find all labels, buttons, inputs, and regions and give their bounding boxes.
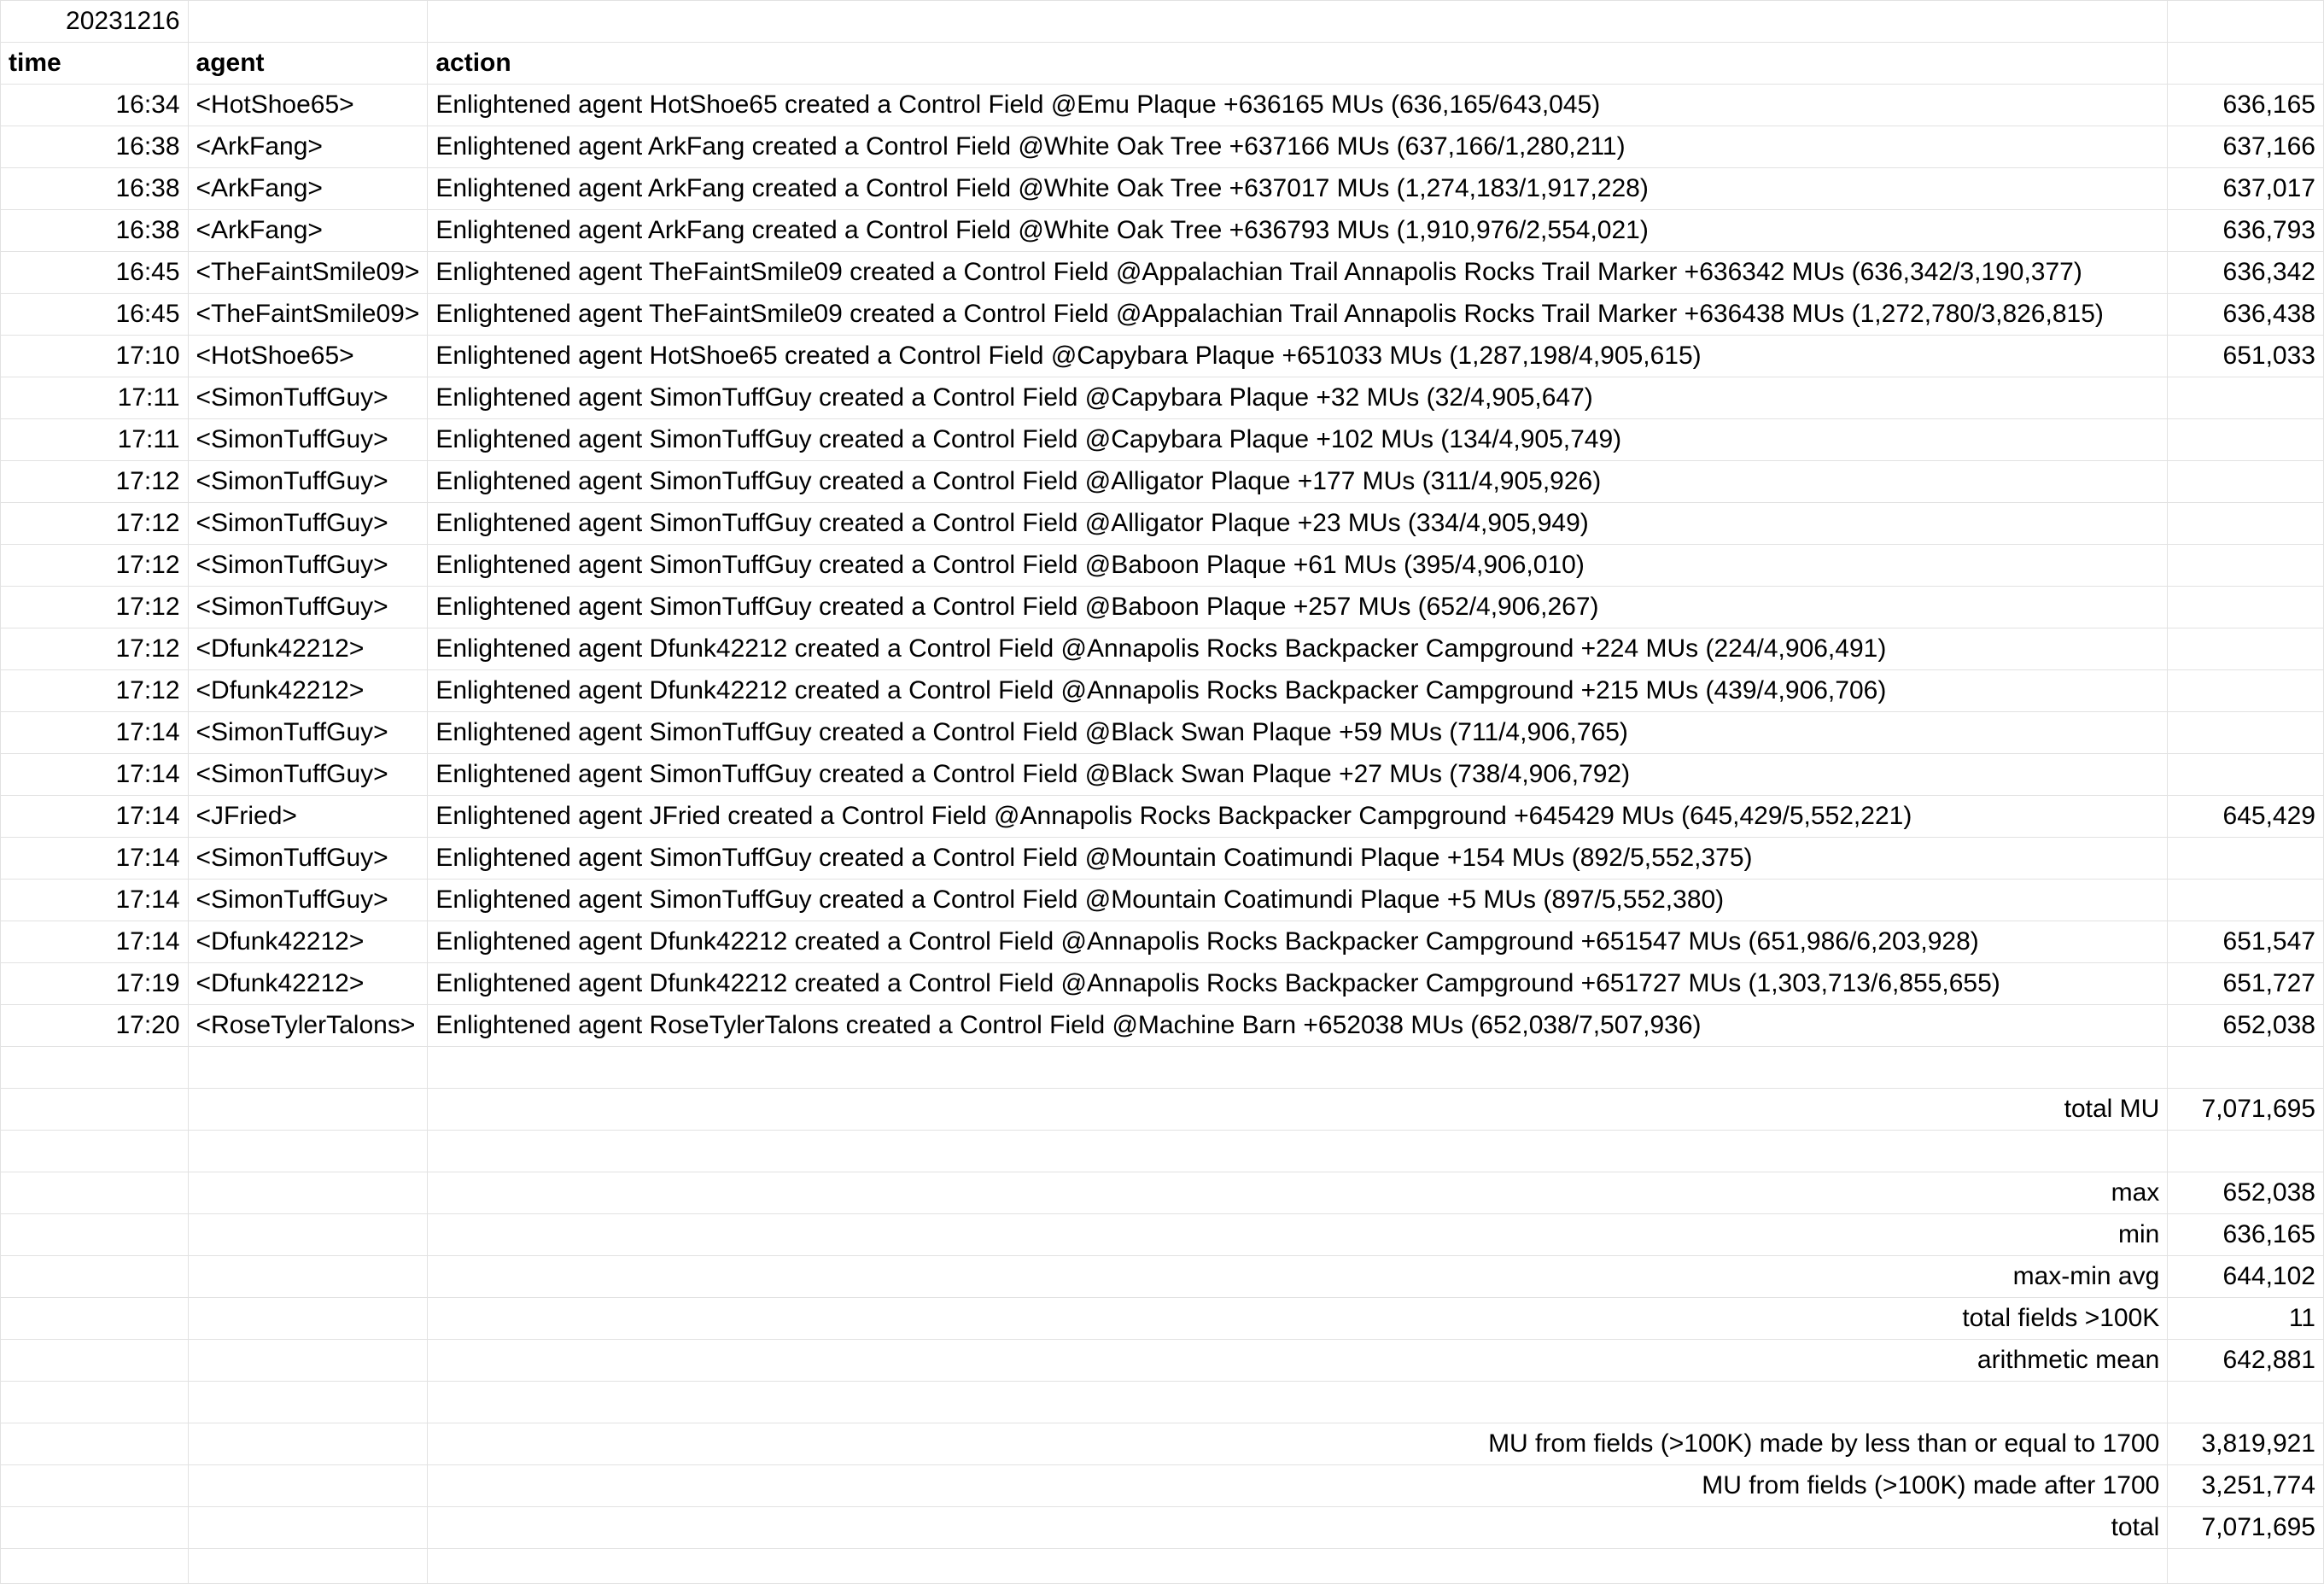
- summary-label-cell[interactable]: [428, 1047, 2168, 1089]
- action-cell[interactable]: Enlightened agent SimonTuffGuy created a Control Field @Black Swan Plaque +27 MUs (738/4,906,792): [428, 754, 2168, 796]
- summary-row: [1, 1382, 2324, 1423]
- table-row: [1, 461, 2324, 503]
- action-cell[interactable]: Enlightened agent Dfunk42212 created a Control Field @Annapolis Rocks Backpacker Campground +215 MUs (439/4,906,706): [428, 670, 2168, 712]
- summary-label-cell[interactable]: MU from fields (>100K) made after 1700: [428, 1465, 2168, 1507]
- summary-label-cell[interactable]: MU from fields (>100K) made by less than or equal to 1700: [428, 1423, 2168, 1465]
- summary-value-cell[interactable]: 636,165: [2168, 1214, 2324, 1256]
- action-cell[interactable]: Enlightened agent RoseTylerTalons created a Control Field @Machine Barn +652038 MUs (652,038/7,507,936): [428, 1005, 2168, 1047]
- summary-value-cell[interactable]: 7,071,695: [2168, 1089, 2324, 1131]
- agent-cell[interactable]: <ArkFang>: [188, 210, 428, 252]
- empty-cell[interactable]: [1, 1423, 189, 1465]
- summary-value-cell[interactable]: 11: [2168, 1298, 2324, 1340]
- mu-value-cell[interactable]: [2168, 377, 2324, 419]
- action-cell[interactable]: Enlightened agent JFried created a Control Field @Annapolis Rocks Backpacker Campground +645429 MUs (645,429/5,552,221): [428, 796, 2168, 838]
- empty-cell[interactable]: [1, 1507, 189, 1549]
- agent-cell[interactable]: <RoseTylerTalons>: [188, 1005, 428, 1047]
- time-cell[interactable]: 17:12: [1, 545, 189, 587]
- empty-cell[interactable]: [188, 1298, 428, 1340]
- summary-row: [1, 1214, 2324, 1256]
- empty-cell[interactable]: [1, 1214, 189, 1256]
- empty-cell[interactable]: [1, 1172, 189, 1214]
- time-cell[interactable]: 17:12: [1, 587, 189, 628]
- summary-label-cell[interactable]: total MU: [428, 1089, 2168, 1131]
- summary-label-cell[interactable]: [428, 1131, 2168, 1172]
- action-cell[interactable]: Enlightened agent SimonTuffGuy created a Control Field @Capybara Plaque +102 MUs (134/4,905,749): [428, 419, 2168, 461]
- empty-cell[interactable]: [188, 1340, 428, 1382]
- table-row: [1, 168, 2324, 210]
- action-cell[interactable]: Enlightened agent ArkFang created a Control Field @White Oak Tree +637017 MUs (1,274,183/1,917,228): [428, 168, 2168, 210]
- time-cell[interactable]: 17:12: [1, 503, 189, 545]
- agent-cell[interactable]: <SimonTuffGuy>: [188, 880, 428, 921]
- time-cell[interactable]: 16:45: [1, 252, 189, 294]
- time-cell[interactable]: 17:14: [1, 838, 189, 880]
- mu-value-cell[interactable]: 637,166: [2168, 126, 2324, 168]
- summary-value-cell[interactable]: 3,819,921: [2168, 1423, 2324, 1465]
- action-cell[interactable]: Enlightened agent ArkFang created a Control Field @White Oak Tree +637166 MUs (637,166/1,280,211): [428, 126, 2168, 168]
- empty-cell[interactable]: [188, 1423, 428, 1465]
- empty-cell[interactable]: [1, 1047, 189, 1089]
- agent-cell[interactable]: <Dfunk42212>: [188, 670, 428, 712]
- header-time[interactable]: time: [1, 43, 189, 85]
- empty-cell[interactable]: [188, 1465, 428, 1507]
- empty-cell[interactable]: [1, 1465, 189, 1507]
- agent-cell[interactable]: <Dfunk42212>: [188, 628, 428, 670]
- agent-cell[interactable]: <JFried>: [188, 796, 428, 838]
- time-cell[interactable]: 17:12: [1, 670, 189, 712]
- mu-value-cell[interactable]: 637,017: [2168, 168, 2324, 210]
- summary-label-cell[interactable]: arithmetic mean: [428, 1340, 2168, 1382]
- table-row: [1, 85, 2324, 126]
- empty-cell[interactable]: [1, 1256, 189, 1298]
- date-row: [1, 1, 2324, 43]
- empty-cell[interactable]: [1, 1298, 189, 1340]
- agent-cell[interactable]: <HotShoe65>: [188, 85, 428, 126]
- time-cell[interactable]: 17:12: [1, 461, 189, 503]
- agent-cell[interactable]: <Dfunk42212>: [188, 963, 428, 1005]
- agent-cell[interactable]: <TheFaintSmile09>: [188, 294, 428, 336]
- summary-row: [1, 1131, 2324, 1172]
- table-row: [1, 336, 2324, 377]
- action-cell[interactable]: Enlightened agent ArkFang created a Control Field @White Oak Tree +636793 MUs (1,910,976/2,554,021): [428, 210, 2168, 252]
- mu-value-cell[interactable]: 651,727: [2168, 963, 2324, 1005]
- empty-cell[interactable]: [188, 1047, 428, 1089]
- empty-cell[interactable]: [188, 1382, 428, 1423]
- table-row: [1, 252, 2324, 294]
- time-cell[interactable]: 17:11: [1, 377, 189, 419]
- agent-cell[interactable]: <SimonTuffGuy>: [188, 503, 428, 545]
- empty-cell[interactable]: [188, 1, 428, 43]
- agent-cell[interactable]: <SimonTuffGuy>: [188, 377, 428, 419]
- time-cell[interactable]: 17:19: [1, 963, 189, 1005]
- empty-cell[interactable]: [1, 1549, 189, 1584]
- action-cell[interactable]: Enlightened agent TheFaintSmile09 created a Control Field @Appalachian Trail Annapolis Rocks Trail Marker +636438 MUs (1,272,780/3,826,815): [428, 294, 2168, 336]
- summary-value-cell[interactable]: 644,102: [2168, 1256, 2324, 1298]
- table-row: [1, 880, 2324, 921]
- table-row: [1, 545, 2324, 587]
- agent-cell[interactable]: <SimonTuffGuy>: [188, 545, 428, 587]
- summary-label-cell[interactable]: [428, 1382, 2168, 1423]
- mu-value-cell[interactable]: [2168, 880, 2324, 921]
- summary-value-cell[interactable]: 7,071,695: [2168, 1507, 2324, 1549]
- table-row: [1, 921, 2324, 963]
- table-row: [1, 503, 2324, 545]
- summary-value-cell[interactable]: [2168, 1549, 2324, 1584]
- summary-value-cell[interactable]: 3,251,774: [2168, 1465, 2324, 1507]
- empty-cell[interactable]: [188, 1507, 428, 1549]
- agent-cell[interactable]: <ArkFang>: [188, 126, 428, 168]
- summary-label-cell[interactable]: max: [428, 1172, 2168, 1214]
- table-row: [1, 712, 2324, 754]
- header-value[interactable]: [2168, 43, 2324, 85]
- time-cell[interactable]: 17:14: [1, 921, 189, 963]
- table-row: [1, 963, 2324, 1005]
- time-cell[interactable]: 17:10: [1, 336, 189, 377]
- summary-row: [1, 1423, 2324, 1465]
- action-cell[interactable]: Enlightened agent Dfunk42212 created a Control Field @Annapolis Rocks Backpacker Campground +224 MUs (224/4,906,491): [428, 628, 2168, 670]
- table-row: [1, 294, 2324, 336]
- summary-value-cell[interactable]: [2168, 1131, 2324, 1172]
- mu-value-cell[interactable]: 636,342: [2168, 252, 2324, 294]
- action-cell[interactable]: Enlightened agent HotShoe65 created a Control Field @Capybara Plaque +651033 MUs (1,287,198/4,905,615): [428, 336, 2168, 377]
- empty-cell[interactable]: [1, 1131, 189, 1172]
- time-cell[interactable]: 16:45: [1, 294, 189, 336]
- action-cell[interactable]: Enlightened agent SimonTuffGuy created a Control Field @Alligator Plaque +177 MUs (311/4,905,926): [428, 461, 2168, 503]
- agent-cell[interactable]: <HotShoe65>: [188, 336, 428, 377]
- table-row: [1, 419, 2324, 461]
- summary-value-cell[interactable]: 652,038: [2168, 1172, 2324, 1214]
- empty-cell[interactable]: [188, 1214, 428, 1256]
- summary-row: [1, 1549, 2324, 1584]
- summary-label-cell[interactable]: total: [428, 1507, 2168, 1549]
- summary-row: [1, 1507, 2324, 1549]
- action-cell[interactable]: Enlightened agent Dfunk42212 created a Control Field @Annapolis Rocks Backpacker Campground +651727 MUs (1,303,713/6,855,655): [428, 963, 2168, 1005]
- agent-cell[interactable]: <TheFaintSmile09>: [188, 252, 428, 294]
- action-cell[interactable]: Enlightened agent SimonTuffGuy created a Control Field @Mountain Coatimundi Plaque +5 MUs (897/5,552,380): [428, 880, 2168, 921]
- empty-cell[interactable]: [188, 1256, 428, 1298]
- date-cell[interactable]: 20231216: [1, 1, 189, 43]
- time-cell[interactable]: 17:12: [1, 628, 189, 670]
- mu-value-cell[interactable]: [2168, 503, 2324, 545]
- mu-value-cell[interactable]: 645,429: [2168, 796, 2324, 838]
- empty-cell[interactable]: [188, 1172, 428, 1214]
- summary-label-cell[interactable]: [428, 1549, 2168, 1584]
- mu-value-cell[interactable]: 652,038: [2168, 1005, 2324, 1047]
- empty-cell[interactable]: [188, 1131, 428, 1172]
- summary-label-cell[interactable]: min: [428, 1214, 2168, 1256]
- mu-value-cell[interactable]: 636,438: [2168, 294, 2324, 336]
- action-cell[interactable]: Enlightened agent HotShoe65 created a Control Field @Emu Plaque +636165 MUs (636,165/643,045): [428, 85, 2168, 126]
- summary-row: [1, 1047, 2324, 1089]
- table-row: [1, 796, 2324, 838]
- time-cell[interactable]: 17:14: [1, 796, 189, 838]
- mu-value-cell[interactable]: [2168, 587, 2324, 628]
- summary-value-cell[interactable]: [2168, 1047, 2324, 1089]
- table-row: [1, 754, 2324, 796]
- header-action[interactable]: action: [428, 43, 2168, 85]
- agent-cell[interactable]: <SimonTuffGuy>: [188, 587, 428, 628]
- time-cell[interactable]: 16:38: [1, 126, 189, 168]
- table-row: [1, 377, 2324, 419]
- mu-value-cell[interactable]: [2168, 838, 2324, 880]
- time-cell[interactable]: 17:20: [1, 1005, 189, 1047]
- empty-cell[interactable]: [1, 1340, 189, 1382]
- mu-value-cell[interactable]: [2168, 670, 2324, 712]
- agent-cell[interactable]: <SimonTuffGuy>: [188, 754, 428, 796]
- mu-value-cell[interactable]: 636,793: [2168, 210, 2324, 252]
- empty-cell[interactable]: [188, 1549, 428, 1584]
- empty-cell[interactable]: [1, 1382, 189, 1423]
- mu-value-cell[interactable]: [2168, 712, 2324, 754]
- table-row: [1, 210, 2324, 252]
- time-cell[interactable]: 16:34: [1, 85, 189, 126]
- empty-cell[interactable]: [428, 1, 2168, 43]
- time-cell[interactable]: 16:38: [1, 210, 189, 252]
- agent-cell[interactable]: <SimonTuffGuy>: [188, 712, 428, 754]
- header-agent[interactable]: agent: [188, 43, 428, 85]
- header-row: [1, 43, 2324, 85]
- table-row: [1, 1005, 2324, 1047]
- summary-row: [1, 1172, 2324, 1214]
- action-cell[interactable]: Enlightened agent SimonTuffGuy created a Control Field @Baboon Plaque +61 MUs (395/4,906,010): [428, 545, 2168, 587]
- table-row: [1, 126, 2324, 168]
- summary-row: [1, 1089, 2324, 1131]
- summary-row: [1, 1298, 2324, 1340]
- mu-value-cell[interactable]: [2168, 461, 2324, 503]
- agent-cell[interactable]: <SimonTuffGuy>: [188, 419, 428, 461]
- time-cell[interactable]: 17:14: [1, 754, 189, 796]
- mu-value-cell[interactable]: [2168, 545, 2324, 587]
- table-row: [1, 628, 2324, 670]
- agent-cell[interactable]: <ArkFang>: [188, 168, 428, 210]
- action-cell[interactable]: Enlightened agent SimonTuffGuy created a Control Field @Mountain Coatimundi Plaque +154 MUs (892/5,552,375): [428, 838, 2168, 880]
- mu-value-cell[interactable]: 651,033: [2168, 336, 2324, 377]
- summary-row: [1, 1340, 2324, 1382]
- table-row: [1, 587, 2324, 628]
- table-row: [1, 670, 2324, 712]
- action-cell[interactable]: Enlightened agent SimonTuffGuy created a Control Field @Alligator Plaque +23 MUs (334/4,905,949): [428, 503, 2168, 545]
- mu-value-cell[interactable]: [2168, 628, 2324, 670]
- summary-row: [1, 1465, 2324, 1507]
- mu-value-cell[interactable]: [2168, 754, 2324, 796]
- action-cell[interactable]: Enlightened agent SimonTuffGuy created a Control Field @Black Swan Plaque +59 MUs (711/4,906,765): [428, 712, 2168, 754]
- mu-value-cell[interactable]: 651,547: [2168, 921, 2324, 963]
- table-row: [1, 838, 2324, 880]
- time-cell[interactable]: 17:11: [1, 419, 189, 461]
- action-cell[interactable]: Enlightened agent Dfunk42212 created a Control Field @Annapolis Rocks Backpacker Campground +651547 MUs (651,986/6,203,928): [428, 921, 2168, 963]
- empty-cell[interactable]: [1, 1089, 189, 1131]
- action-cell[interactable]: Enlightened agent SimonTuffGuy created a Control Field @Baboon Plaque +257 MUs (652/4,906,267): [428, 587, 2168, 628]
- summary-label-cell[interactable]: max-min avg: [428, 1256, 2168, 1298]
- time-cell[interactable]: 17:14: [1, 712, 189, 754]
- agent-cell[interactable]: <SimonTuffGuy>: [188, 461, 428, 503]
- agent-cell[interactable]: <Dfunk42212>: [188, 921, 428, 963]
- empty-cell[interactable]: [188, 1089, 428, 1131]
- time-cell[interactable]: 17:14: [1, 880, 189, 921]
- mu-value-cell[interactable]: [2168, 419, 2324, 461]
- time-cell[interactable]: 16:38: [1, 168, 189, 210]
- summary-label-cell[interactable]: total fields >100K: [428, 1298, 2168, 1340]
- summary-value-cell[interactable]: [2168, 1382, 2324, 1423]
- action-cell[interactable]: Enlightened agent TheFaintSmile09 created a Control Field @Appalachian Trail Annapolis Rocks Trail Marker +636342 MUs (636,342/3,190,377): [428, 252, 2168, 294]
- mu-value-cell[interactable]: 636,165: [2168, 85, 2324, 126]
- action-cell[interactable]: Enlightened agent SimonTuffGuy created a Control Field @Capybara Plaque +32 MUs (32/4,905,647): [428, 377, 2168, 419]
- agent-cell[interactable]: <SimonTuffGuy>: [188, 838, 428, 880]
- summary-row: [1, 1256, 2324, 1298]
- summary-value-cell[interactable]: 642,881: [2168, 1340, 2324, 1382]
- empty-cell[interactable]: [2168, 1, 2324, 43]
